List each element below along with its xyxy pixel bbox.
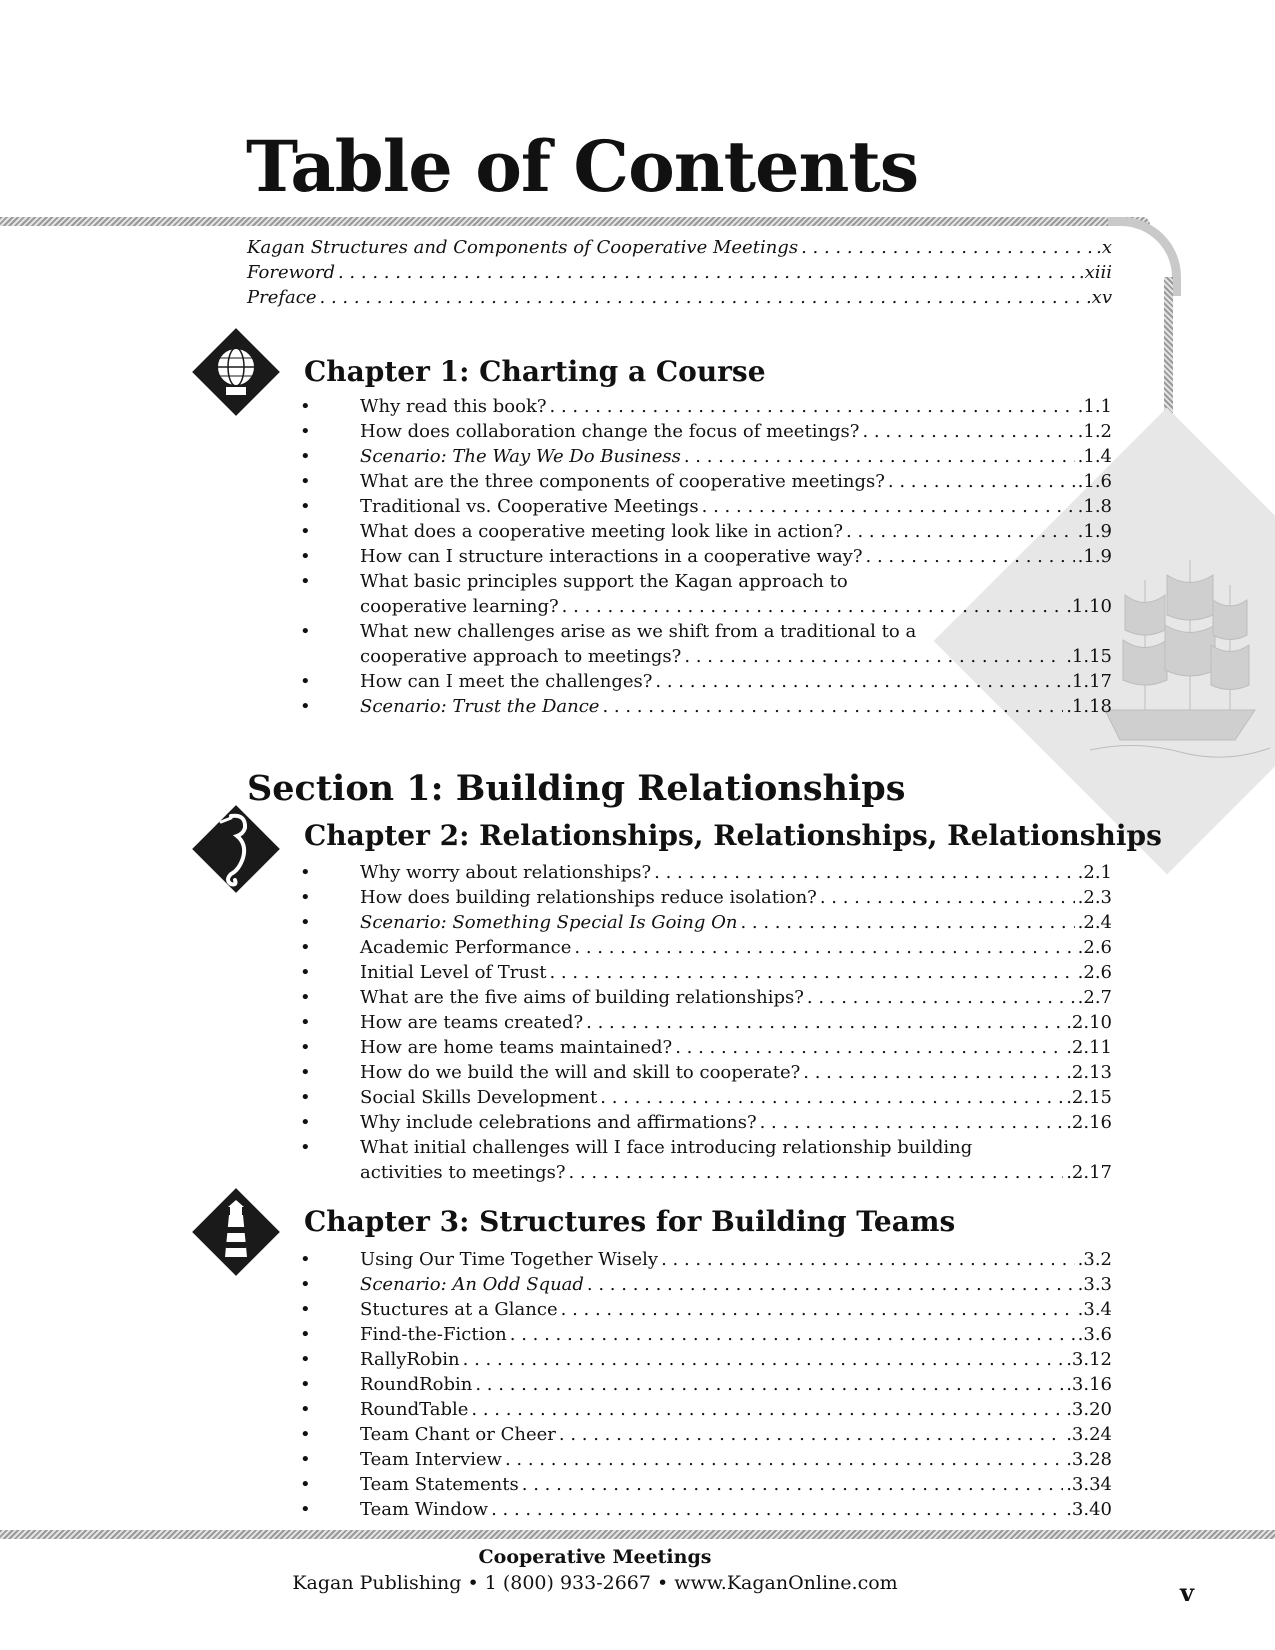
toc-entry-page: .2.15 — [1066, 1087, 1112, 1108]
toc-entry-page: .3.2 — [1077, 1249, 1112, 1270]
chapter-2-entries — [300, 860, 1112, 1185]
dot-leader — [338, 260, 1076, 285]
dot-leader — [559, 1422, 1063, 1447]
toc-entry[interactable] — [300, 1422, 1112, 1447]
toc-entry-label: RallyRobin — [360, 1349, 460, 1370]
toc-entry[interactable] — [300, 1322, 1112, 1347]
toc-entry-page: .2.16 — [1066, 1112, 1112, 1133]
bullet: • — [300, 521, 311, 542]
toc-entry[interactable] — [300, 694, 1112, 719]
bullet: • — [300, 1087, 311, 1108]
toc-entry-label: Team Chant or Cheer — [360, 1424, 556, 1445]
rope-border-top — [0, 217, 1150, 226]
toc-entry[interactable] — [300, 1135, 1112, 1185]
toc-entry-page: .3.40 — [1066, 1499, 1112, 1520]
toc-entry-page: .1.8 — [1077, 496, 1112, 517]
dot-leader — [569, 1160, 1064, 1185]
toc-entry[interactable] — [300, 1035, 1112, 1060]
bullet: • — [300, 446, 311, 467]
dot-leader — [866, 544, 1075, 569]
toc-entry-label: Foreword — [247, 262, 335, 283]
toc-entry-label: Why include celebrations and affirmations? — [360, 1112, 757, 1133]
dot-leader — [522, 1472, 1063, 1497]
toc-entry-page: .xv — [1085, 287, 1112, 308]
footer-publisher-line: Kagan Publishing • 1 (800) 933-2667 • www.KaganOnline.com — [292, 1572, 898, 1594]
toc-entry-page: .1.15 — [1066, 646, 1112, 667]
bullet: • — [300, 912, 311, 933]
bullet: • — [300, 621, 311, 642]
toc-entry-label: How can I structure interactions in a cooperative way? — [360, 546, 863, 567]
toc-entry-label: What initial challenges will I face introducing relationship building — [360, 1137, 973, 1158]
rope-border-bottom — [0, 1530, 1275, 1539]
dot-leader — [684, 444, 1075, 469]
section-title: Section 1: Building Relationships — [247, 768, 906, 809]
toc-entry-label: Scenario: Trust the Dance — [360, 696, 600, 717]
bullet: • — [300, 1374, 311, 1395]
toc-entry-page: .2.17 — [1066, 1162, 1112, 1183]
toc-entry[interactable] — [300, 519, 1112, 544]
toc-entry-page: .1.18 — [1066, 696, 1112, 717]
dot-leader — [549, 960, 1074, 985]
toc-entry-label: Team Window — [360, 1499, 489, 1520]
toc-entry-page: .3.20 — [1066, 1399, 1112, 1420]
dot-leader — [862, 419, 1074, 444]
dot-leader — [510, 1322, 1075, 1347]
toc-entry-page: .2.3 — [1077, 887, 1112, 908]
toc-entry-label: What are the five aims of building relationships? — [360, 987, 804, 1008]
toc-entry[interactable] — [300, 985, 1112, 1010]
toc-entry-page: .2.6 — [1077, 937, 1112, 958]
toc-entry-page: .x — [1096, 237, 1112, 258]
dot-leader — [888, 469, 1075, 494]
toc-entry[interactable] — [300, 1060, 1112, 1085]
dot-leader — [684, 644, 1063, 669]
bullet: • — [300, 1474, 311, 1495]
toc-entry-label: Scenario: Something Special Is Going On — [360, 912, 738, 933]
toc-entry-page: .1.9 — [1077, 546, 1112, 567]
toc-entry[interactable] — [247, 235, 1112, 260]
dot-leader — [675, 1035, 1063, 1060]
dot-leader — [655, 669, 1063, 694]
toc-entry-label: How can I meet the challenges? — [360, 671, 653, 692]
toc-entry[interactable] — [300, 494, 1112, 519]
toc-entry[interactable] — [300, 910, 1112, 935]
toc-entry-page: .3.6 — [1077, 1324, 1112, 1345]
front-matter-list — [247, 235, 1112, 310]
toc-entry-page: .1.9 — [1077, 521, 1112, 542]
toc-entry-page: .3.34 — [1066, 1474, 1112, 1495]
toc-entry-label: Team Interview — [360, 1449, 502, 1470]
dot-leader — [702, 494, 1075, 519]
bullet: • — [300, 987, 311, 1008]
toc-entry-page: .3.12 — [1066, 1349, 1112, 1370]
globe-icon — [191, 327, 281, 417]
bullet: • — [300, 671, 311, 692]
bullet: • — [300, 1299, 311, 1320]
dot-leader — [602, 694, 1063, 719]
dot-leader — [801, 235, 1093, 260]
toc-entry-page: .1.1 — [1077, 396, 1112, 417]
dot-leader — [807, 985, 1075, 1010]
toc-entry[interactable] — [247, 285, 1112, 310]
toc-entry-page: .1.4 — [1077, 446, 1112, 467]
toc-entry-page: .2.11 — [1066, 1037, 1112, 1058]
toc-entry-label: RoundTable — [360, 1399, 469, 1420]
toc-entry-label: Kagan Structures and Components of Cooperative Meetings — [247, 237, 799, 258]
dot-leader — [654, 860, 1075, 885]
toc-entry[interactable] — [300, 1297, 1112, 1322]
toc-entry-page: .1.6 — [1077, 471, 1112, 492]
toc-entry-label: Using Our Time Together Wisely — [360, 1249, 659, 1270]
toc-entry-label: What basic principles support the Kagan approach to — [360, 571, 848, 592]
toc-entry-page: .1.2 — [1077, 421, 1112, 442]
toc-entry-label: Preface — [247, 287, 317, 308]
toc-entry-label: Stuctures at a Glance — [360, 1299, 558, 1320]
toc-entry-label-continued: cooperative learning? — [360, 596, 559, 617]
toc-entry[interactable] — [300, 1110, 1112, 1135]
dot-leader — [505, 1447, 1063, 1472]
sailing-ship-icon — [1085, 540, 1275, 770]
toc-entry[interactable] — [300, 1247, 1112, 1272]
toc-entry-label: What new challenges arise as we shift from a traditional to a — [360, 621, 917, 642]
bullet: • — [300, 887, 311, 908]
toc-entry-label: Why worry about relationships? — [360, 862, 652, 883]
toc-entry-page: .1.17 — [1066, 671, 1112, 692]
bullet: • — [300, 546, 311, 567]
toc-entry-label: How are home teams maintained? — [360, 1037, 673, 1058]
toc-entry-label: Traditional vs. Cooperative Meetings — [360, 496, 699, 517]
dot-leader — [471, 1397, 1063, 1422]
toc-entry[interactable] — [300, 619, 1112, 669]
footer-book-title: Cooperative Meetings — [478, 1546, 712, 1568]
bullet: • — [300, 471, 311, 492]
toc-entry-label-continued: activities to meetings? — [360, 1162, 566, 1183]
dot-leader — [846, 519, 1075, 544]
toc-entry-label: Initial Level of Trust — [360, 962, 547, 983]
chapter-1-entries — [300, 394, 1112, 719]
toc-entry-page: .3.28 — [1066, 1449, 1112, 1470]
dot-leader — [574, 935, 1074, 960]
bullet: • — [300, 962, 311, 983]
dot-leader — [600, 1085, 1063, 1110]
toc-entry-page: .2.4 — [1077, 912, 1112, 933]
toc-entry-page: .3.24 — [1066, 1424, 1112, 1445]
toc-entry-label: Find-the-Fiction — [360, 1324, 507, 1345]
bullet: • — [300, 396, 311, 417]
bullet: • — [300, 1349, 311, 1370]
bullet: • — [300, 1137, 311, 1158]
dot-leader — [562, 594, 1064, 619]
dot-leader — [587, 1272, 1075, 1297]
toc-entry-page: .3.4 — [1077, 1299, 1112, 1320]
dot-leader — [820, 885, 1075, 910]
dot-leader — [586, 1010, 1063, 1035]
toc-entry-label: Academic Performance — [360, 937, 572, 958]
toc-entry-label-continued: cooperative approach to meetings? — [360, 646, 682, 667]
toc-entry-page: .2.7 — [1077, 987, 1112, 1008]
chapter-title: Chapter 1: Charting a Course — [304, 355, 766, 388]
toc-entry[interactable] — [300, 1010, 1112, 1035]
lighthouse-icon — [191, 1187, 281, 1277]
dot-leader — [491, 1497, 1063, 1522]
bullet: • — [300, 1324, 311, 1345]
bullet: • — [300, 862, 311, 883]
chapter-title: Chapter 2: Relationships, Relationships, Relationships — [304, 819, 1162, 852]
toc-entry[interactable] — [300, 885, 1112, 910]
dot-leader — [475, 1372, 1063, 1397]
toc-entry-page: .2.10 — [1066, 1012, 1112, 1033]
bullet: • — [300, 421, 311, 442]
toc-entry-label: Scenario: An Odd Squad — [360, 1274, 584, 1295]
toc-entry-label: What are the three components of cooperative meetings? — [360, 471, 885, 492]
bullet: • — [300, 1112, 311, 1133]
toc-entry[interactable] — [300, 544, 1112, 569]
toc-entry[interactable] — [300, 1272, 1112, 1297]
toc-entry-page: .3.16 — [1066, 1374, 1112, 1395]
toc-entry-label: How does collaboration change the focus of meetings? — [360, 421, 860, 442]
page-title: Table of Contents — [246, 125, 919, 208]
toc-entry-page: .2.1 — [1077, 862, 1112, 883]
toc-entry-label: Team Statements — [360, 1474, 519, 1495]
toc-entry[interactable] — [300, 1085, 1112, 1110]
toc-entry-page: .2.6 — [1077, 962, 1112, 983]
toc-entry-label: Social Skills Development — [360, 1087, 598, 1108]
dot-leader — [661, 1247, 1075, 1272]
dot-leader — [760, 1110, 1064, 1135]
bullet: • — [300, 1424, 311, 1445]
toc-entry-page: .xiii — [1078, 262, 1112, 283]
bullet: • — [300, 1399, 311, 1420]
toc-entry[interactable] — [300, 960, 1112, 985]
page-number: v — [1180, 1578, 1194, 1607]
bullet: • — [300, 1449, 311, 1470]
toc-entry-page: .2.13 — [1066, 1062, 1112, 1083]
dot-leader — [550, 394, 1075, 419]
dot-leader — [463, 1347, 1064, 1372]
toc-entry-label: How are teams created? — [360, 1012, 584, 1033]
toc-entry-label: How does building relationships reduce isolation? — [360, 887, 817, 908]
bullet: • — [300, 1249, 311, 1270]
chapter-3-entries — [300, 1247, 1112, 1522]
chapter-title: Chapter 3: Structures for Building Teams — [304, 1205, 956, 1238]
toc-entry[interactable] — [300, 419, 1112, 444]
toc-entry[interactable] — [300, 394, 1112, 419]
toc-entry-label: Why read this book? — [360, 396, 547, 417]
toc-entry[interactable] — [300, 1372, 1112, 1397]
toc-entry[interactable] — [300, 1347, 1112, 1372]
seahorse-icon — [191, 804, 281, 894]
toc-entry[interactable] — [300, 860, 1112, 885]
toc-entry[interactable] — [300, 569, 1112, 619]
dot-leader — [561, 1297, 1075, 1322]
toc-entry-label: What does a cooperative meeting look like in action? — [360, 521, 844, 542]
toc-entry[interactable] — [247, 260, 1112, 285]
toc-entry[interactable] — [300, 1497, 1112, 1522]
bullet: • — [300, 696, 311, 717]
bullet: • — [300, 1037, 311, 1058]
bullet: • — [300, 1499, 311, 1520]
toc-entry-page: .3.3 — [1077, 1274, 1112, 1295]
bullet: • — [300, 1012, 311, 1033]
bullet: • — [300, 1274, 311, 1295]
toc-entry-label: How do we build the will and skill to cooperate? — [360, 1062, 801, 1083]
toc-entry[interactable] — [300, 1397, 1112, 1422]
dot-leader — [320, 285, 1083, 310]
dot-leader — [803, 1060, 1063, 1085]
toc-entry[interactable] — [300, 1447, 1112, 1472]
bullet: • — [300, 1062, 311, 1083]
toc-entry-page: .1.10 — [1066, 596, 1112, 617]
bullet: • — [300, 937, 311, 958]
toc-entry[interactable] — [300, 669, 1112, 694]
toc-entry[interactable] — [300, 1472, 1112, 1497]
toc-entry-label: Scenario: The Way We Do Business — [360, 446, 681, 467]
toc-entry-label: RoundRobin — [360, 1374, 473, 1395]
bullet: • — [300, 496, 311, 517]
toc-entry[interactable] — [300, 444, 1112, 469]
toc-entry[interactable] — [300, 469, 1112, 494]
bullet: • — [300, 571, 311, 592]
dot-leader — [740, 910, 1074, 935]
toc-entry[interactable] — [300, 935, 1112, 960]
